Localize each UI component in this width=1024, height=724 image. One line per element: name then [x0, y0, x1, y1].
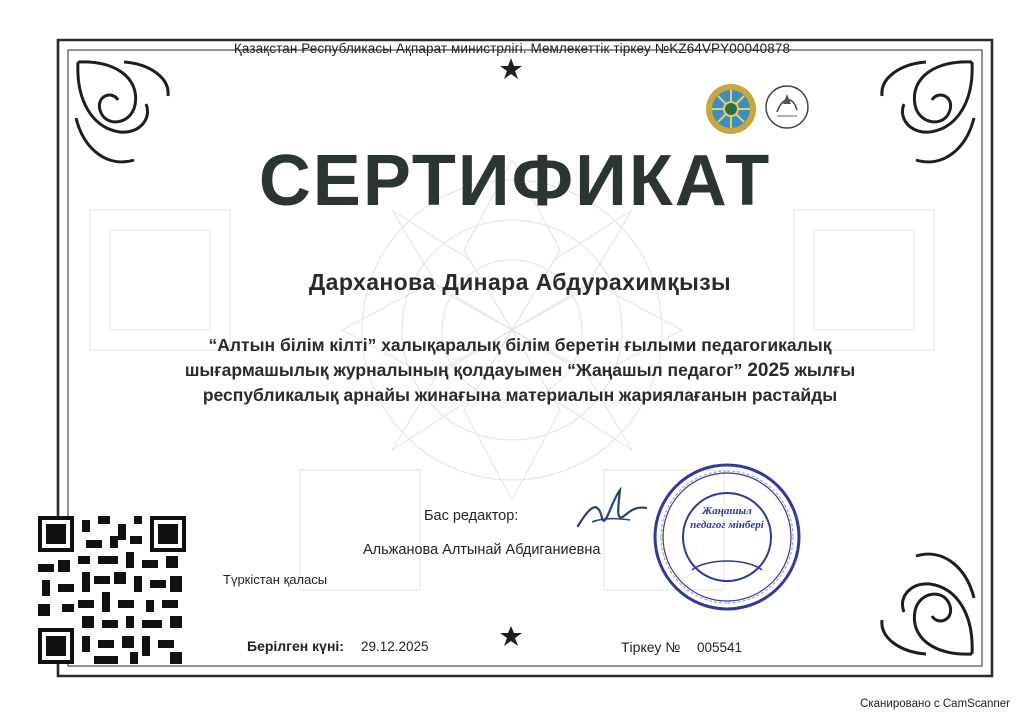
seal-line-1: Жаңашыл: [702, 505, 752, 517]
corner-flourish-bottom-right: [882, 554, 974, 654]
official-seal-icon: [652, 462, 802, 612]
recipient-name: Дарханова Динара Абдурахимқызы: [308, 269, 732, 295]
body-line-2-text: шығармашылық журналының қолдауымен “Жаңашыл педагог”: [184, 360, 743, 380]
corner-flourish-top-right: [882, 62, 974, 162]
issued-date-label: Берілген күні:: [247, 638, 344, 654]
issued-date: 29.12.2025: [361, 639, 429, 654]
scanner-watermark-text: Сканировано с CamScanner: [860, 698, 1010, 710]
journal-logo-icon: [763, 82, 811, 132]
qr-code-icon[interactable]: [38, 516, 186, 664]
star-top-icon: [500, 58, 522, 79]
seal-center-text: [686, 504, 768, 532]
certificate-body: [140, 333, 900, 408]
registration-label: Тіркеу №: [621, 639, 681, 655]
kazakhstan-emblem-icon: [704, 82, 758, 136]
registry-line: Қазақстан Республикасы Ақпарат министрлігі. Мемлекеттік тіркеу №KZ64VPY00040878: [233, 41, 791, 56]
city-name: Түркістан қаласы: [223, 572, 328, 587]
seal-line-2: педагог мінбері: [690, 519, 764, 531]
editor-name: Альжанова Алтынай Абдиганиевна: [363, 542, 601, 558]
body-line-2: [140, 358, 900, 383]
star-bottom-icon: [500, 626, 522, 646]
editor-label: Бас редактор:: [424, 508, 519, 524]
corner-flourish-top-left: [76, 62, 168, 162]
registration-number: 005541: [697, 640, 743, 655]
year-suffix: жылғы: [794, 360, 856, 380]
certificate-year: 2025: [747, 360, 790, 381]
certificate-title: СЕРТИФИКАТ: [258, 141, 772, 221]
body-line-3: республикалық арнайы жинағына материалын жариялағанын растайды: [202, 385, 838, 405]
editor-signature: [572, 478, 652, 538]
body-line-1: “Алтын білім кілті” халықаралық білім беретін ғылыми педагогикалық: [208, 335, 832, 355]
